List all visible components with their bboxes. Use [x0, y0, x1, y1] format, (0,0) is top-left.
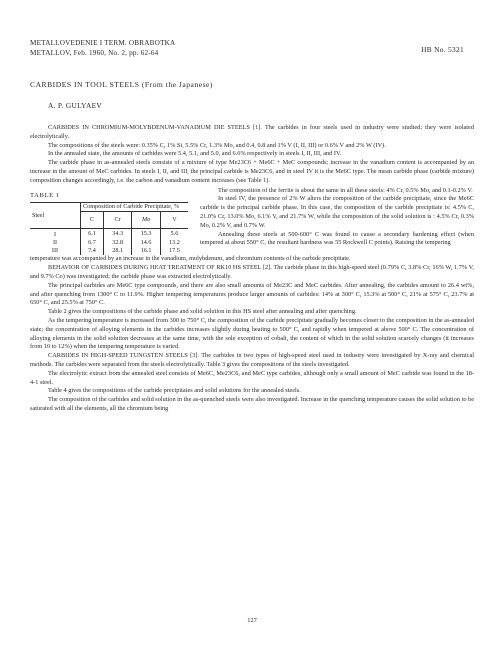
table-cell: 14.6	[132, 239, 160, 247]
table-cell: II	[52, 239, 58, 247]
paragraph: CARBIDES IN HIGH-SPEED TUNGSTEN STEELS [3]. The carbides in two types of high-speed steel used in industry were investigated by X-ray and chemical methods. The carbides were separated from the steels electrolytically. Table 3 gives the compositions of the steels investigated.	[30, 352, 474, 368]
paragraph: The carbide phase in as-annealed steels consists of a mixture of type Me23C6 + Me6C + MeC compounds; increase in the vanadium content is accompanied by an increase in the amount of MeC carbides. In steels I, II, and III, the principal carbide is Me23C6, and in steel IV it is the Me6C type. The mean carbide phase (carbide mixture) composition changes accordingly, i.e. the carbon and vanadium content increases (see Table 1).	[30, 159, 474, 184]
table-cell: 6.7	[81, 239, 104, 247]
table-cell: III	[51, 247, 59, 255]
paragraph: Table 4 gives the compositions of the carbide precipitates and solid solutions for the annealed steels.	[48, 387, 301, 395]
table-col-header: Mo	[132, 212, 160, 229]
right-column	[200, 187, 474, 256]
paragraph: The principal carbides are Me6C type compounds, and there are also small amounts of Me23C and MeC carbides. After annealing, the carbides amount to 26.4 wt%, and after quenching from 1300° C to 11.9%. Higher tempering temperatures produce larger amounts of carbides: 14% at 300° C, 15.3% at 500° C, 21% at 575° C, 23.7% at 650° C, and 25.5% at 750° C.	[30, 281, 474, 307]
page-number: 127	[247, 617, 257, 624]
table-row	[30, 239, 188, 247]
article-title: CARBIDES IN TOOL STEELS (From the Japanese)	[30, 80, 213, 89]
article-body	[30, 124, 474, 414]
table-1	[30, 202, 188, 255]
table-cell: I	[53, 231, 57, 239]
table-cell: 16.1	[132, 247, 160, 255]
table-cell: 32.8	[103, 239, 131, 247]
table-row	[30, 229, 188, 240]
table-1-wrapper	[30, 187, 200, 256]
table-cell: 7.4	[81, 247, 104, 255]
table-cell: 17.5	[160, 247, 188, 255]
paragraph: Annealing these steels at 500-600° C was found to cause a secondary hardening effect (when tempered at about 550° C, the resultant hardness was 55 Rockwell C points). Raising the tempering	[200, 230, 474, 247]
journal-citation: METALLOV, Feb. 1960, No. 2, pp. 62-64	[30, 49, 159, 57]
table-cell: 13.2	[160, 239, 188, 247]
paragraph: Table 2 gives the compositions of the carbide phase and solid solution in this HS steel after annealing and after quenching.	[48, 308, 357, 316]
table-col-header: C	[81, 212, 104, 229]
paragraph: The composition of the carbides and solid solution in the as-quenched steels were also investigated. Increase in the quenching temperature causes the solid solution to be saturated with all the elements, all the chromium being	[30, 396, 474, 412]
table-cell: 5.6	[160, 229, 188, 240]
table-caption: TABLE 1	[30, 191, 60, 199]
paragraph: The compositions of the steels were: 0.35% C, 1% Si, 5.5% Cr, 1.3% Mo, and 0.4, 0.8 and 1% V (I, II, III) or 0.6% V and 2% W (IV).	[48, 141, 386, 149]
hb-number: HB No. 5321	[421, 45, 464, 54]
table-cell: 6.1	[81, 229, 104, 240]
table-col-header: Cr	[103, 212, 131, 229]
table-row-header: Steel	[30, 203, 81, 229]
table-cell: 28.1	[103, 247, 131, 255]
table-cell: 34.3	[103, 229, 131, 240]
article-author: A. P. GULYAEV	[48, 101, 103, 110]
paragraph: In steel IV, the presence of 2% W alters the composition of the carbide precipitate, since the Me6C carbide is the principal carbide phase. In this case, the composition of the carbide precipitate is: 4.5% C, 21.0% Cr, 13.0% Mo, 6.1% V, and 21.7% W, while the composition of the solid solution is : 4.5% Cr, 0.3% Mo, 0.2% V, and 0.7% W.	[200, 195, 474, 229]
table-group-header: Composition of Carbide Precipitate, %	[81, 203, 189, 212]
table-col-header: V	[160, 212, 188, 229]
table-row	[30, 247, 188, 255]
journal-name: METALLOVEDENIE I TERM. OBRABOTKA	[30, 39, 176, 47]
table-section	[30, 187, 474, 256]
paragraph: In the annealed state, the amounts of carbides were 5.4, 5.1, and 5.0, and 6.6% respectively in steels I, II, III, and IV.	[48, 150, 342, 158]
paragraph: The composition of the ferrite is about the same in all these steels: 4% Cr, 0.5% Mo, and 0.1-0.2% V.	[218, 186, 473, 194]
paragraph: The electrolytic extract from the annealed steel consists of Me6C, Me23C6, and MeC type carbides, although only a small amount of MeC carbide was found in the 18-4-1 steel.	[30, 369, 474, 386]
paragraph: As the tempering temperature is increased from 300 to 750° C, the composition of the carbide precipitate gradually becomes closer to the composition in the as-annealed state; the concentration of alloying elements in the carbides increases slightly during heating to 500° C, and rapidly when tempered at above 500° C. The concentration of alloying elements in the solid solution decreases at the same time, with the sole exception of cobalt, the content of which in the solid solution scarcely changes (it increases from 10 to 12%) when the tempering temperature is varied.	[30, 316, 474, 351]
paragraph: BEHAVIOR OF CARBIDES DURING HEAT TREATMENT OF RK10 HS STEEL [2]. The carbide phase in this high-speed steel (0.79% C, 3.8% Cr, 16% W, 1.7% V, and 9.7% Co) was investigated; the carbide phase was extracted electrolytically.	[30, 264, 474, 280]
paragraph: temperature was accompanied by an increase in the vanadium, molybdenum, and chromium contents of the carbide precipitate.	[30, 255, 351, 263]
journal-header	[30, 38, 175, 58]
table-cell: 15.3	[132, 229, 160, 240]
paragraph: CARBIDES IN CHROMIUM-MOLYBDENUM-VANADIUM DIE STEELS [1]. The carbides in four steels used in industry were studied; they were isolated electrolytically.	[30, 124, 474, 140]
